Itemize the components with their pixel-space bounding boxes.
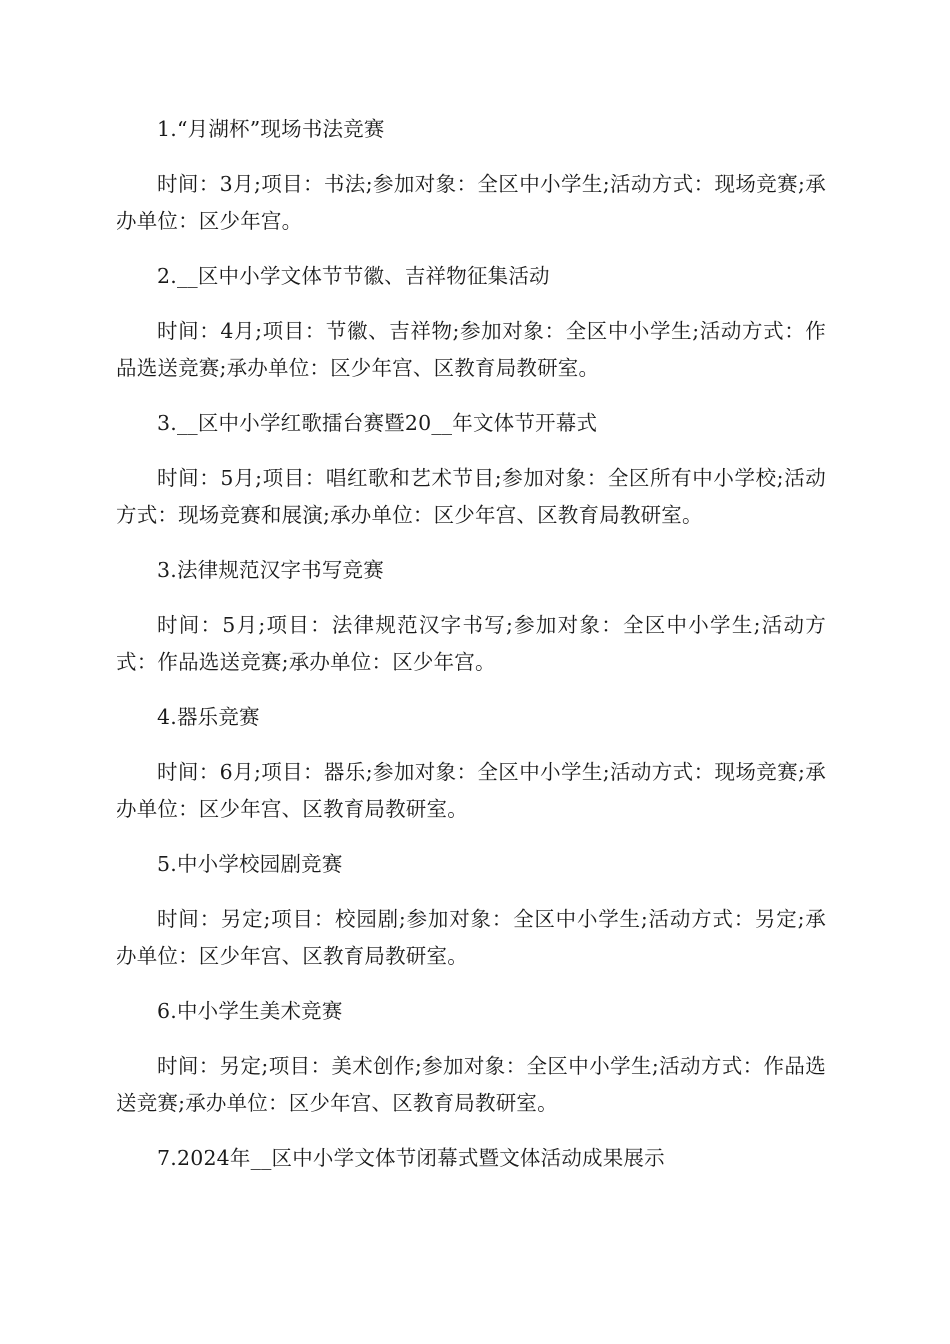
item-detail-art: 时间：另定;项目：美术创作;参加对象：全区中小学生;活动方式：作品选送竞赛;承办单位：区少年宫、区教育局教研室。 [116,1054,826,1115]
item-detail-handwriting: 时间：5月;项目：法律规范汉字书写;参加对象：全区中小学生;活动方式：作品选送竞赛;承办单位：区少年宫。 [116,613,826,674]
item-heading-emblem-mascot: 2.__区中小学文体节节徽、吉祥物征集活动 [157,264,550,288]
document-body [116,111,826,1195]
item-heading-closing: 7.2024年__区中小学文体节闭幕式暨文体活动成果展示 [157,1146,665,1170]
item-detail-instrument: 时间：6月;项目：器乐;参加对象：全区中小学生;活动方式：现场竞赛;承办单位：区少年宫、区教育局教研室。 [116,760,826,821]
item-heading-calligraphy: 1.“月湖杯”现场书法竞赛 [157,117,385,141]
item-detail-emblem-mascot: 时间：4月;项目：节徽、吉祥物;参加对象：全区中小学生;活动方式：作品选送竞赛;承办单位：区少年宫、区教育局教研室。 [116,319,826,380]
item-heading-red-song: 3.__区中小学红歌擂台赛暨20__年文体节开幕式 [157,411,598,435]
item-heading-handwriting: 3.法律规范汉字书写竞赛 [157,558,384,582]
item-detail-red-song: 时间：5月;项目：唱红歌和艺术节目;参加对象：全区所有中小学校;活动方式：现场竞赛和展演;承办单位：区少年宫、区教育局教研室。 [116,466,826,527]
item-detail-campus-drama: 时间：另定;项目：校园剧;参加对象：全区中小学生;活动方式：另定;承办单位：区少年宫、区教育局教研室。 [116,907,826,968]
item-heading-instrument: 4.器乐竞赛 [157,705,260,729]
item-heading-campus-drama: 5.中小学校园剧竞赛 [157,852,343,876]
item-detail-calligraphy: 时间：3月;项目：书法;参加对象：全区中小学生;活动方式：现场竞赛;承办单位：区少年宫。 [116,172,826,233]
item-heading-art: 6.中小学生美术竞赛 [157,999,343,1023]
